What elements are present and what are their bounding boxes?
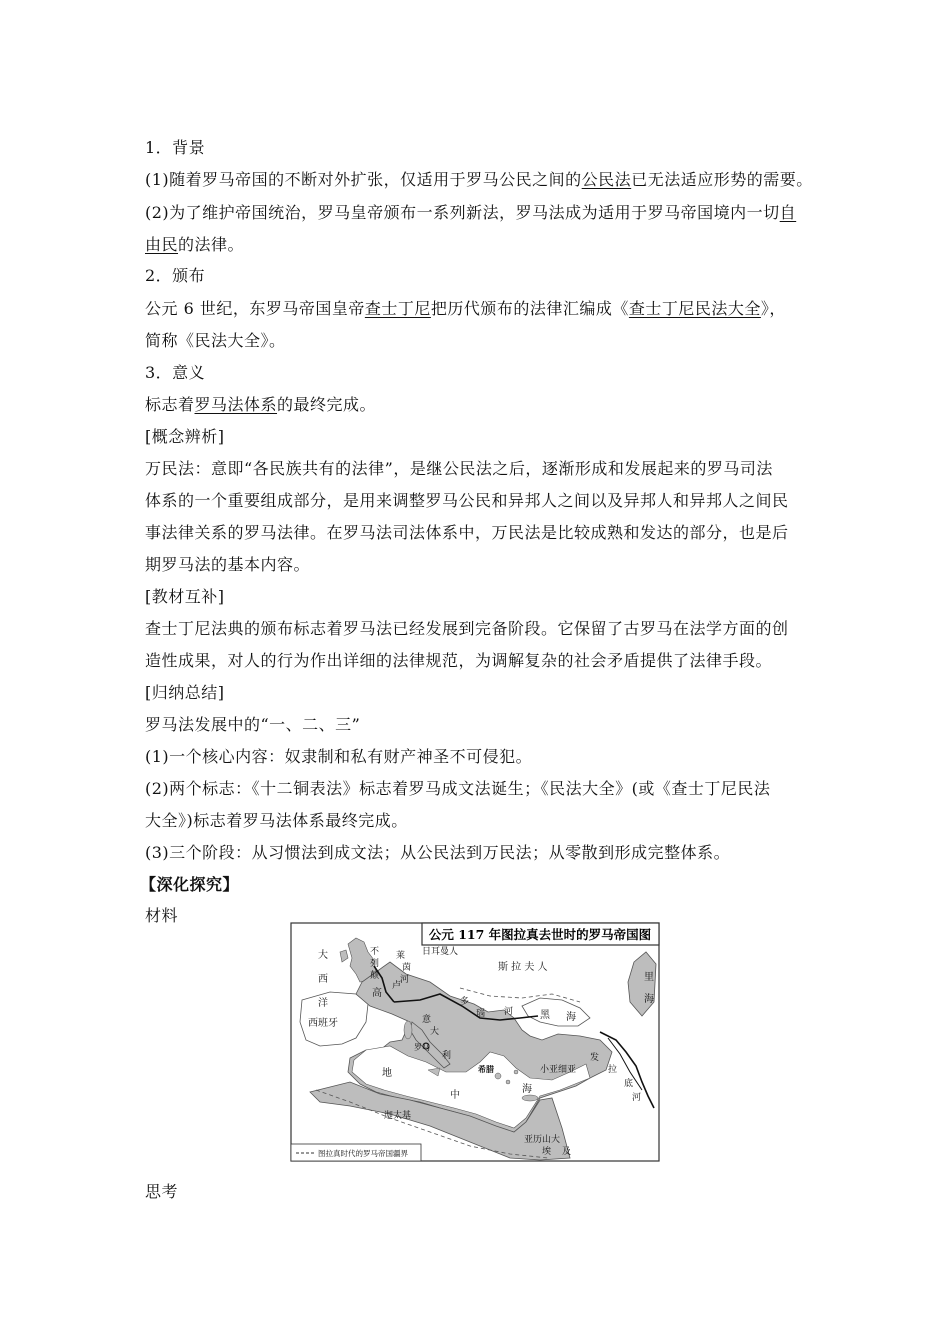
map-label: 中 xyxy=(450,1090,460,1101)
map-label: 迦太基 xyxy=(384,1111,412,1121)
paragraph-background-2b: 由民的法律。 xyxy=(145,235,245,254)
map-label: 河 xyxy=(632,1093,642,1103)
explore-tag: 【深化探究】 xyxy=(140,875,240,894)
map-label: 利 xyxy=(442,1051,452,1061)
supplement-tag: [教材互补] xyxy=(145,587,225,606)
map-label: 高 xyxy=(372,988,382,999)
underlined-term: 公民法 xyxy=(581,170,632,189)
map-label: 瑙 xyxy=(476,1009,486,1019)
map-label: 黑 xyxy=(540,1010,550,1021)
section-heading-background: 1．背景 xyxy=(145,138,206,157)
map-label: 莱 xyxy=(396,951,406,961)
map-label: 里 xyxy=(644,972,654,983)
map-label: 海 xyxy=(644,994,654,1005)
map-label: 西 xyxy=(318,974,328,985)
map-label: 海 xyxy=(522,1084,532,1095)
map-legend: 图拉真时代的罗马帝国疆界 xyxy=(318,1149,408,1158)
map-label: 地 xyxy=(382,1068,392,1079)
summary-line: 大全》)标志着罗马法体系最终完成。 xyxy=(145,811,408,830)
map-label: 意 xyxy=(422,1015,432,1025)
map-label: 及 xyxy=(562,1147,572,1157)
section-heading-significance: 3．意义 xyxy=(145,363,206,382)
map-label: 底 xyxy=(624,1079,634,1089)
summary-line: 罗马法发展中的“一、二、三” xyxy=(145,715,361,734)
paragraph-background-1: (1)随着罗马帝国的不断对外扩张，仅适用于罗马公民之间的公民法已无法适应形势的需要。 xyxy=(145,170,813,189)
map-label: 西班牙 xyxy=(308,1018,338,1029)
map-label: 大 xyxy=(318,950,328,961)
map-label: 大 xyxy=(430,1027,440,1037)
summary-tag: [归纳总结] xyxy=(145,683,225,702)
map-label: 洋 xyxy=(318,998,328,1009)
map-label: 茵 xyxy=(402,963,412,973)
underlined-term: 查士丁尼民法大全 xyxy=(628,299,761,318)
concept-line: 期罗马法的基本内容。 xyxy=(145,555,311,574)
map-label: 日耳曼人 xyxy=(422,947,459,957)
summary-line: (1)一个核心内容：奴隶制和私有财产神圣不可侵犯。 xyxy=(145,747,533,766)
map-label: 埃 xyxy=(542,1147,552,1157)
paragraph-background-2a: (2)为了维护帝国统治，罗马皇帝颁布一系列新法，罗马法成为适用于罗马帝国境内一切自 xyxy=(145,203,797,222)
map-label: 亚历山大 xyxy=(524,1135,561,1145)
summary-line: (3)三个阶段：从习惯法到成文法；从公民法到万民法；从零散到形成完整体系。 xyxy=(145,843,731,862)
map-label: 不 xyxy=(370,947,380,957)
map-label: 希腊 xyxy=(478,1064,494,1074)
section-heading-promulgation: 2．颁布 xyxy=(145,266,206,285)
paragraph-significance: 标志着罗马法体系的最终完成。 xyxy=(145,395,377,414)
concept-line: 体系的一个重要组成部分，是用来调整罗马公民和异邦人之间以及异邦人和异邦人之间民 xyxy=(145,491,789,510)
map-label: 拉 xyxy=(608,1065,618,1075)
map-label: 列 xyxy=(370,959,380,969)
concept-line: 事法律关系的罗马法律。在罗马法司法体系中，万民法是比较成熟和发达的部分，也是后 xyxy=(145,523,789,542)
underlined-term: 由民 xyxy=(145,235,179,254)
supplement-line: 查士丁尼法典的颁布标志着罗马法已经发展到完备阶段。它保留了古罗马在法学方面的创 xyxy=(145,619,789,638)
material-label: 材料 xyxy=(145,906,179,925)
think-label: 思考 xyxy=(145,1182,179,1201)
map-label: 河 xyxy=(504,1007,514,1017)
supplement-line: 造性成果，对人的行为作出详细的法律规范，为调解复杂的社会矛盾提供了法律手段。 xyxy=(145,651,773,670)
map-label: 颠 xyxy=(370,971,380,981)
map-label: 发 xyxy=(590,1053,600,1063)
roman-empire-map xyxy=(290,922,660,1162)
summary-line: (2)两个标志：《十二铜表法》标志着罗马成文法诞生；《民法大全》(或《查士丁尼民法 xyxy=(145,779,771,798)
paragraph-promulgation-2: 简称《民法大全》。 xyxy=(145,331,286,350)
concept-tag: [概念辨析] xyxy=(145,427,225,446)
underlined-term: 罗马法体系 xyxy=(194,395,278,414)
paragraph-promulgation-1: 公元 6 世纪，东罗马帝国皇帝查士丁尼把历代颁布的法律汇编成《查士丁尼民法大全》， xyxy=(145,299,786,318)
map-label: 多 xyxy=(460,997,470,1007)
map-label: 河 xyxy=(400,975,410,985)
map-label: 小亚细亚 xyxy=(540,1065,577,1075)
map-label: 卢 xyxy=(392,981,402,991)
underlined-term: 查士丁尼 xyxy=(364,299,431,318)
map-label: 海 xyxy=(566,1012,576,1023)
map-label: 斯 拉 夫 人 xyxy=(498,962,548,973)
concept-line: 万民法：意即“各民族共有的法律”，是继公民法之后，逐渐形成和发展起来的罗马司法 xyxy=(145,459,773,478)
map-label-rome: 罗马 xyxy=(414,1043,430,1052)
underlined-term: 自 xyxy=(779,203,797,222)
map-title: 公元 117 年图拉真去世时的罗马帝国图 xyxy=(428,927,652,942)
